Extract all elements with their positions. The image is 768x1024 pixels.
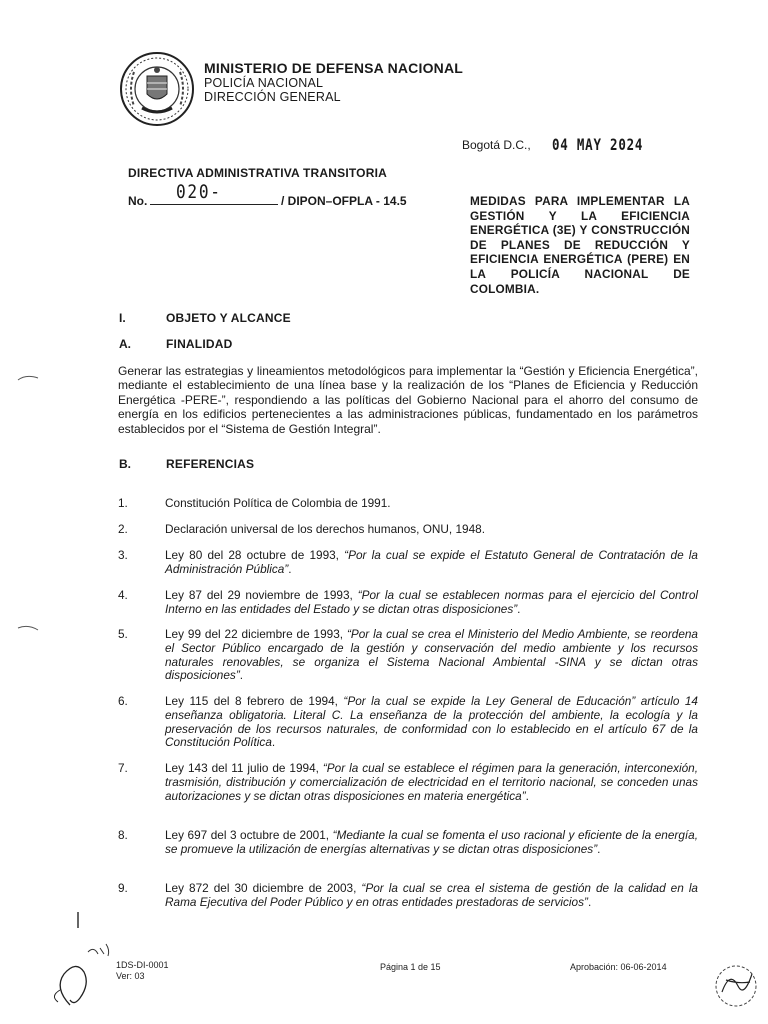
reference-item	[118, 829, 698, 857]
section-b-title: REFERENCIAS	[166, 457, 255, 471]
finalidad-paragraph: Generar las estrategias y lineamientos metodológicos para implementar la “Gestión y Eficiencia Energética”, mediante el establecimiento de una línea base y la realización de los “Planes de Eficiencia y Reducción Energética -PERE-”, respondiendo a las políticas del Gobierno Nacional para el ahorro del consumo de energía en los edificios pertenecientes a las administraciones públicas, fundamentado en los parámetros establecidos por el “Sistema de Gestión Integral”.	[118, 364, 698, 436]
reference-item	[118, 497, 698, 511]
reference-number: 4.	[118, 588, 128, 602]
reference-number: 8.	[118, 828, 128, 842]
reference-title: “Por la cual se establecen normas para el ejercicio del Control Interno en las entidades del Estado y se dictan otras disposiciones”	[165, 588, 698, 616]
document-version: Ver: 03	[116, 971, 145, 981]
reference-number: 9.	[118, 881, 128, 895]
reference-item	[118, 523, 698, 537]
reference-text: Ley 697 del 3 octubre de 2001,	[165, 828, 333, 842]
reference-tail: .	[517, 601, 521, 616]
reference-item	[118, 762, 698, 803]
margin-mark	[16, 622, 40, 634]
directive-number-label: No.	[128, 194, 148, 208]
reference-text: Ley 115 del 8 febrero de 1994,	[165, 694, 344, 708]
date-place: Bogotá D.C.,	[462, 138, 531, 152]
reference-tail: .	[597, 841, 601, 856]
reference-number: 6.	[118, 694, 128, 708]
margin-mark	[16, 372, 40, 384]
reference-tail: .	[288, 561, 292, 576]
directive-subject: MEDIDAS PARA IMPLEMENTAR LA GESTIÓN Y LA EFICIENCIA ENERGÉTICA (3E) Y CONSTRUCCIÓN DE PLANES DE REDUCCIÓN Y EFICIENCIA ENERGÉTICA (PERE) EN LA POLICÍA NACIONAL DE COLOMBIA.	[470, 194, 690, 296]
reference-text: Ley 87 del 29 noviembre de 1993,	[165, 588, 358, 602]
reference-tail: .	[587, 894, 592, 909]
number-underline	[150, 204, 278, 205]
reference-number: 2.	[118, 522, 128, 536]
reference-title: “Por la cual se crea el Ministerio del Medio Ambiente, se reordena el Sector Público encargado de la gestión y conservación del medio ambiente y los recursos naturales renovables, se organiza el Sistema Nacional Ambiental -SINA y se dictan otras disposiciones”	[165, 627, 698, 683]
page-number: Página 1 de 15	[380, 962, 441, 972]
section-a-number: A.	[119, 337, 131, 351]
reference-tail: .	[525, 788, 529, 803]
reference-title: “Por la cual se expide el Estatuto General de Contratación de la Administración Pública”	[165, 548, 698, 576]
reference-number: 1.	[118, 496, 128, 510]
direction-name: DIRECCIÓN GENERAL	[204, 90, 341, 104]
document-code: 1DS-DI-0001	[116, 960, 169, 970]
reference-tail: .	[239, 668, 244, 683]
reference-item	[118, 695, 698, 750]
reference-text: Ley 99 del 22 diciembre de 1993,	[165, 627, 347, 641]
directive-title: DIRECTIVA ADMINISTRATIVA TRANSITORIA	[128, 166, 387, 180]
reference-number: 3.	[118, 548, 128, 562]
reference-title: “Por la cual se expide la Ley General de Educación” artículo 14 enseñanza obligatoria. Literal C. La enseñanza de la protección del ambiente, la ecología y la preservación de los recursos naturales, de conformidad con lo establecido en el artículo 67 de la Constitución Política	[165, 694, 698, 750]
section-i-number: I.	[119, 311, 126, 325]
reference-item	[118, 628, 698, 683]
initials-stamp-icon	[708, 956, 762, 1012]
ministry-name: MINISTERIO DE DEFENSA NACIONAL	[204, 60, 464, 76]
reference-number: 5.	[118, 627, 128, 641]
date-stamp: 04 MAY 2024	[552, 135, 644, 154]
reference-title: “Mediante la cual se fomenta el uso racional y eficiente de la energía, se promueve la utilización de energías alternativas y se dictan otras disposiciones”	[165, 828, 699, 856]
reference-text: Constitución Política de Colombia de 1991.	[165, 496, 391, 510]
reference-title: “Por la cual se crea el sistema de gestión de la calidad en la Rama Ejecutiva del Poder Público y en otras entidades prestadoras de servicios”	[165, 881, 698, 909]
section-i-title: OBJETO Y ALCANCE	[166, 311, 291, 325]
section-a-title: FINALIDAD	[166, 337, 233, 351]
reference-text: Ley 872 del 30 diciembre de 2003,	[165, 881, 362, 895]
reference-item	[118, 882, 698, 910]
reference-text: Ley 80 del 28 octubre de 1993,	[165, 548, 345, 562]
margin-mark	[74, 910, 82, 930]
police-name: POLICÍA NACIONAL	[204, 76, 324, 90]
reference-item	[118, 589, 698, 617]
reference-text: Declaración universal de los derechos humanos, ONU, 1948.	[165, 522, 485, 536]
approval-date: Aprobación: 06-06-2014	[570, 962, 667, 972]
reference-text: Ley 143 del 11 julio de 1994,	[165, 761, 323, 775]
reference-tail: .	[271, 735, 276, 750]
national-police-seal-icon	[118, 50, 196, 128]
reference-title: “Por la cual se establece el régimen para la generación, interconexión, trasmisión, distribución y comercialización de electricidad en el territorio nacional, se conceden unas autorizaciones y se dictan otras disposiciones en materia energética”	[165, 761, 698, 803]
reference-item	[118, 549, 698, 577]
section-b-number: B.	[119, 457, 131, 471]
reference-number: 7.	[118, 761, 128, 775]
directive-number-value: 020-	[176, 181, 222, 203]
directive-number-suffix: / DIPON–OFPLA - 14.5	[281, 194, 407, 208]
